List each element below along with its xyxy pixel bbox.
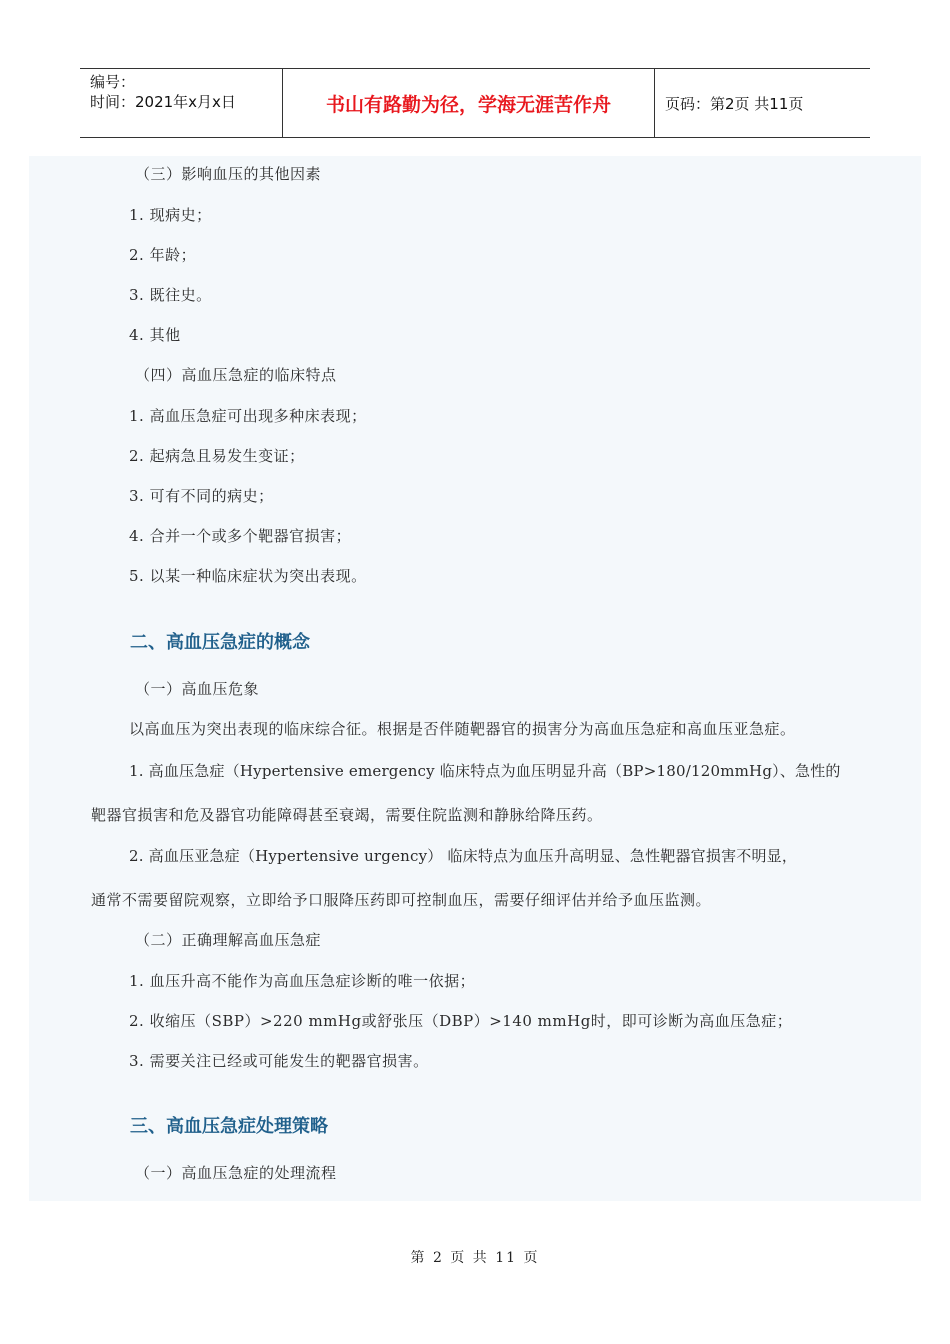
list-item: 1. 高血压急症可出现多种床表现； [129,407,367,425]
paragraph: 通常不需要留院观察，立即给予口服降压药即可控制血压，需要仔细评估并给予血压监测。 [91,891,712,909]
paragraph: 2. 高血压亚急症（Hypertensive urgency） 临床特点为血压升高明显、急性靶器官损害不明显， [129,847,798,865]
section-title: （二）正确理解高血压急症 [135,931,322,949]
list-item: 3. 需要关注已经或可能发生的靶器官损害。 [129,1052,429,1070]
page-header [80,68,870,138]
list-item: 2. 年龄； [129,246,197,264]
paragraph: 靶器官损害和危及器官功能障碍甚至衰竭，需要住院监测和静脉给降压药。 [91,806,603,824]
list-item: 2. 收缩压（SBP）>220 mmHg或舒张压（DBP）>140 mmHg时，即可诊断为高血压急症； [129,1012,793,1030]
section-title: （四）高血压急症的临床特点 [135,366,337,384]
header-number: 编号： [90,73,136,91]
list-item: 4. 合并一个或多个靶器官损害； [129,527,352,545]
paragraph: 1. 高血压急症（Hypertensive emergency 临床特点为血压明显升高（BP>180/120mmHg）、急性的 [129,762,841,780]
header-time: 时间：2021年x月x日 [90,93,236,111]
list-item: 3. 既往史。 [129,286,212,304]
list-item: 4. 其他 [129,326,181,344]
list-item: 5. 以某一种临床症状为突出表现。 [129,567,367,585]
header-page: 页码：第2页 共11页 [665,94,804,113]
header-meta [80,69,282,137]
list-item: 3. 可有不同的病史； [129,487,274,505]
section-title: （一）高血压危象 [135,680,260,698]
heading-2: 二、高血压急症的概念 [130,632,310,653]
list-item: 2. 起病急且易发生变证； [129,447,305,465]
paragraph: 以高血压为突出表现的临床综合征。根据是否伴随靶器官的损害分为高血压急症和高血压亚急症。 [129,720,796,738]
header-motto: 书山有路勤为径，学海无涯苦作舟 [282,69,655,137]
section-title: （三）影响血压的其他因素 [135,165,322,183]
list-item: 1. 现病史； [129,206,212,224]
page-footer: 第 2 页 共 11 页 [410,1250,540,1266]
section-title: （一）高血压急症的处理流程 [135,1164,337,1182]
document-body [29,156,921,1201]
list-item: 1. 血压升高不能作为高血压急症诊断的唯一依据； [129,972,476,990]
heading-3: 三、高血压急症处理策略 [130,1116,328,1137]
